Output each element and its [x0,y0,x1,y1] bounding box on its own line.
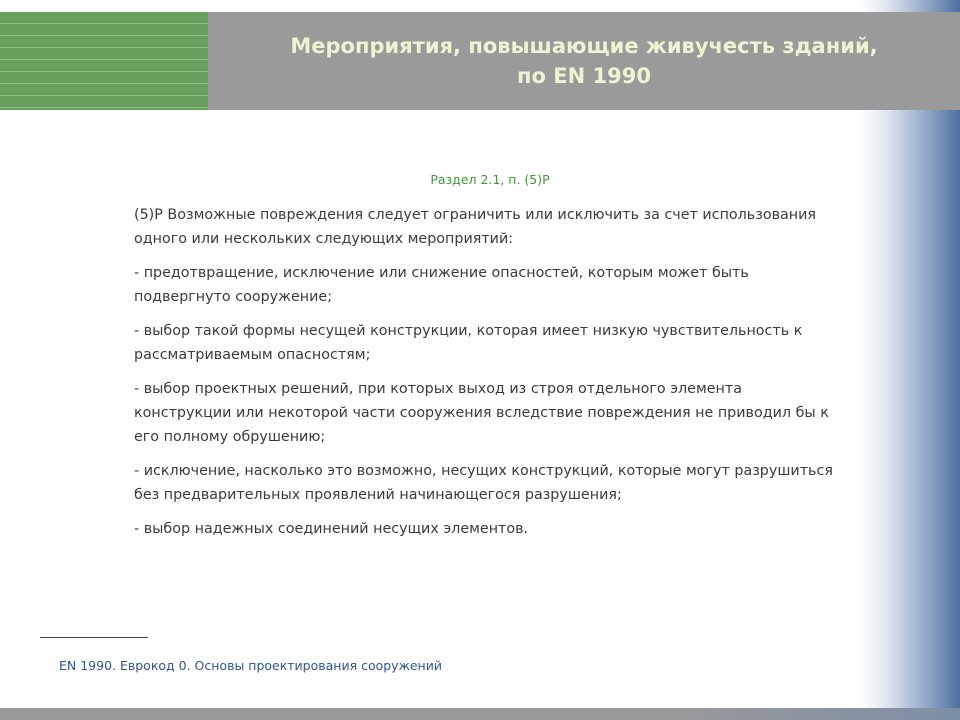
slide-title-line-2: по EN 1990 [517,64,651,88]
section-reference: Раздел 2.1, п. (5)Р [430,172,550,187]
body-paragraph-item-5: - выбор надежных соединений несущих элементов. [134,521,529,537]
bottom-bar [0,708,960,720]
top-strip [0,0,960,12]
body-paragraph-item-3: - выбор проектных решений, при которых выход из строя отдельного элемента конструкции или некоторой части сооружения вследствие повреждения не приводил бы к его полному обрушению; [134,381,829,445]
body-paragraph-item-2: - выбор такой формы несущей конструкции, которая имеет низкую чувствительность к рассматриваемым опасностям; [134,323,803,363]
body-paragraph-item-4: - исключение, насколько это возможно, несущих конструкций, которые могут разрушиться без предварительных проявлений начинающегося разрушения; [134,463,833,503]
body-paragraph-intro: (5)Р Возможные повреждения следует ограничить или исключить за счет использования одного или нескольких следующих мероприятий: [134,207,817,247]
slide-header [0,12,960,110]
footnote-text: EN 1990. Еврокод 0. Основы проектирования сооружений [59,658,442,673]
footnote-separator [40,637,148,638]
header-stripe-pattern [0,12,208,110]
slide-title [208,12,960,110]
slide-title-line-1: Мероприятия, повышающие живучесть зданий, [290,34,878,58]
body-paragraph-item-1: - предотвращение, исключение или снижение опасностей, которым может быть подвергнуто сооружение; [134,265,749,305]
slide-body [134,203,834,551]
